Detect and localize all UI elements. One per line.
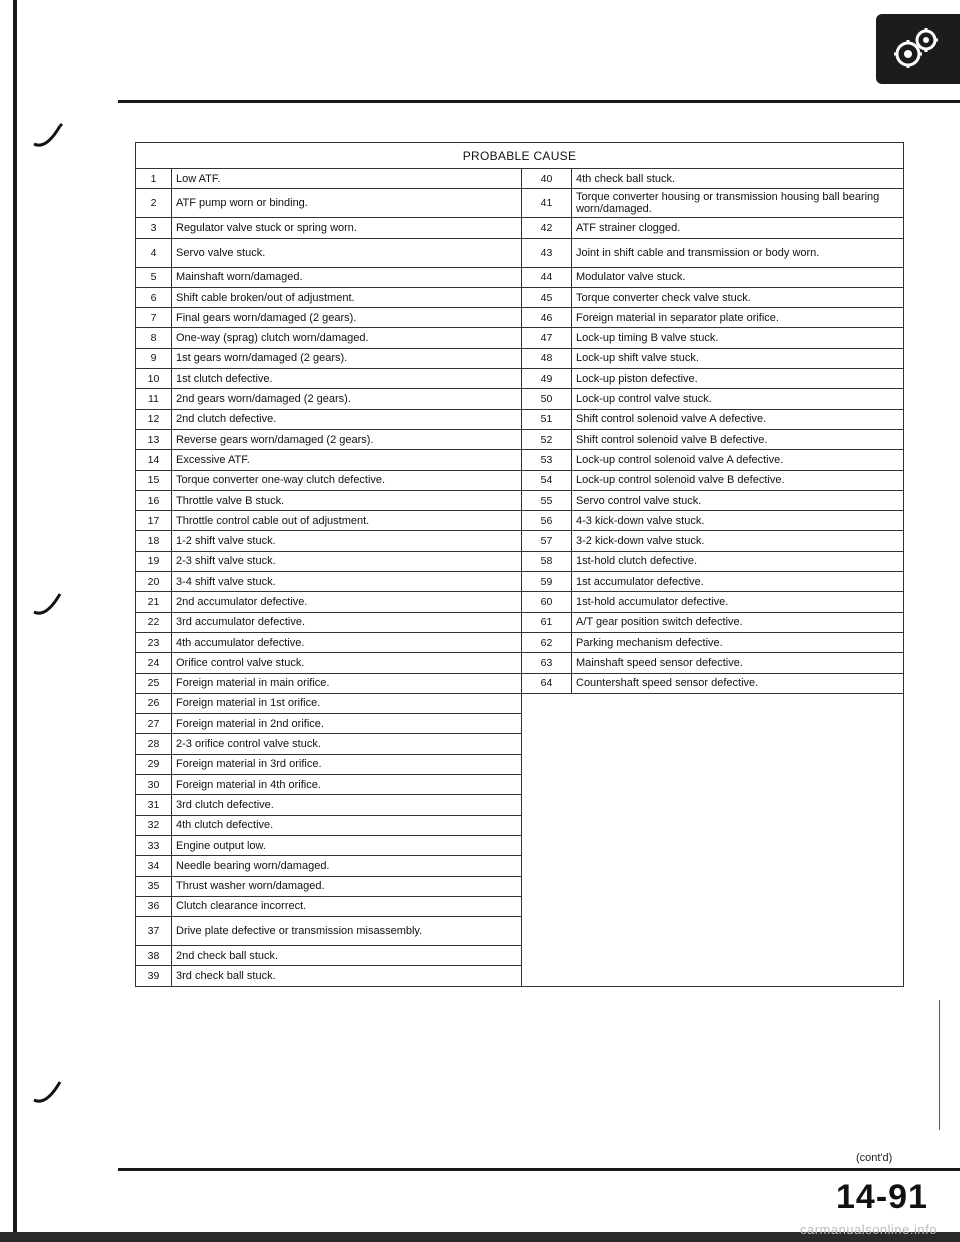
cause-number: 27 — [136, 714, 172, 734]
cause-number: 55 — [522, 490, 572, 510]
cause-description: Shift cable broken/out of adjustment. — [172, 287, 522, 307]
table-row — [136, 592, 904, 612]
cause-number: 50 — [522, 389, 572, 409]
cause-description: Foreign material in 3rd orifice. — [172, 754, 522, 774]
table-row — [136, 287, 904, 307]
cause-description: Drive plate defective or transmission misassembly. — [172, 917, 522, 946]
cause-number: 20 — [136, 572, 172, 592]
cause-number: 29 — [136, 754, 172, 774]
table-row — [136, 169, 904, 189]
left-margin-rule — [13, 0, 17, 1242]
cause-number: 59 — [522, 572, 572, 592]
cause-description: Mainshaft worn/damaged. — [172, 267, 522, 287]
cause-description: 3rd accumulator defective. — [172, 612, 522, 632]
table-row — [136, 632, 904, 652]
cause-number: 2 — [136, 189, 172, 218]
cause-number: 7 — [136, 308, 172, 328]
cause-number: 31 — [136, 795, 172, 815]
table-row — [136, 490, 904, 510]
cause-description: Shift control solenoid valve A defective. — [572, 409, 904, 429]
cause-description: 1-2 shift valve stuck. — [172, 531, 522, 551]
cause-number: 63 — [522, 653, 572, 673]
cause-number: 47 — [522, 328, 572, 348]
cause-description: 2nd check ball stuck. — [172, 946, 522, 966]
cause-description: Lock-up piston defective. — [572, 369, 904, 389]
cause-number: 49 — [522, 369, 572, 389]
cause-description: Foreign material in 2nd orifice. — [172, 714, 522, 734]
cause-description: Torque converter one-way clutch defective. — [172, 470, 522, 490]
table-row — [136, 238, 904, 267]
cause-number: 21 — [136, 592, 172, 612]
cause-description: 1st gears worn/damaged (2 gears). — [172, 348, 522, 368]
cause-number: 48 — [522, 348, 572, 368]
cause-number: 60 — [522, 592, 572, 612]
table-title: PROBABLE CAUSE — [136, 143, 904, 169]
cause-description: ATF pump worn or binding. — [172, 189, 522, 218]
cause-number: 9 — [136, 348, 172, 368]
cause-description: 3-4 shift valve stuck. — [172, 572, 522, 592]
cause-number: 8 — [136, 328, 172, 348]
empty-cell — [522, 693, 904, 986]
cause-number: 26 — [136, 693, 172, 713]
cause-number: 58 — [522, 551, 572, 571]
cause-number: 23 — [136, 632, 172, 652]
cause-description: 3-2 kick-down valve stuck. — [572, 531, 904, 551]
cause-description: Throttle control cable out of adjustment. — [172, 511, 522, 531]
cause-number: 32 — [136, 815, 172, 835]
table-row — [136, 653, 904, 673]
cause-description: Shift control solenoid valve B defective. — [572, 429, 904, 449]
cause-description: Joint in shift cable and transmission or body worn. — [572, 238, 904, 267]
cause-description: One-way (sprag) clutch worn/damaged. — [172, 328, 522, 348]
cause-description: Foreign material in 4th orifice. — [172, 775, 522, 795]
cause-number: 36 — [136, 896, 172, 916]
cause-description: Lock-up control valve stuck. — [572, 389, 904, 409]
cause-description: Modulator valve stuck. — [572, 267, 904, 287]
table-row — [136, 189, 904, 218]
cause-number: 53 — [522, 450, 572, 470]
cause-number: 22 — [136, 612, 172, 632]
cause-number: 3 — [136, 218, 172, 238]
cause-number: 19 — [136, 551, 172, 571]
cause-number: 14 — [136, 450, 172, 470]
cause-number: 52 — [522, 429, 572, 449]
table-row — [136, 328, 904, 348]
cause-description: 2nd clutch defective. — [172, 409, 522, 429]
cause-description: Thrust washer worn/damaged. — [172, 876, 522, 896]
cause-number: 4 — [136, 238, 172, 267]
cause-description: A/T gear position switch defective. — [572, 612, 904, 632]
cause-number: 44 — [522, 267, 572, 287]
cause-description: Final gears worn/damaged (2 gears). — [172, 308, 522, 328]
cause-description: Foreign material in separator plate orifice. — [572, 308, 904, 328]
cause-description: 3rd clutch defective. — [172, 795, 522, 815]
cause-number: 46 — [522, 308, 572, 328]
table-row — [136, 409, 904, 429]
cause-number: 56 — [522, 511, 572, 531]
table-row — [136, 531, 904, 551]
cause-number: 64 — [522, 673, 572, 693]
cause-number: 54 — [522, 470, 572, 490]
cause-description: Orifice control valve stuck. — [172, 653, 522, 673]
binding-tick-icon — [30, 1076, 70, 1106]
cause-number: 28 — [136, 734, 172, 754]
cause-description: 2-3 orifice control valve stuck. — [172, 734, 522, 754]
table-row — [136, 348, 904, 368]
cause-number: 25 — [136, 673, 172, 693]
cause-description: 4th check ball stuck. — [572, 169, 904, 189]
cause-number: 42 — [522, 218, 572, 238]
cause-number: 45 — [522, 287, 572, 307]
table-row — [136, 369, 904, 389]
cause-description: 3rd check ball stuck. — [172, 966, 522, 986]
cause-description: Lock-up control solenoid valve B defective. — [572, 470, 904, 490]
cause-description: Foreign material in main orifice. — [172, 673, 522, 693]
table-row — [136, 308, 904, 328]
cause-number: 10 — [136, 369, 172, 389]
cause-description: 2nd gears worn/damaged (2 gears). — [172, 389, 522, 409]
cause-description: ATF strainer clogged. — [572, 218, 904, 238]
cause-description: Torque converter check valve stuck. — [572, 287, 904, 307]
cause-description: Torque converter housing or transmission housing ball bearing worn/damaged. — [572, 189, 904, 218]
cause-description: Servo control valve stuck. — [572, 490, 904, 510]
cause-description: Foreign material in 1st orifice. — [172, 693, 522, 713]
cause-description: Low ATF. — [172, 169, 522, 189]
cause-number: 13 — [136, 429, 172, 449]
table-row — [136, 693, 904, 713]
cause-description: Reverse gears worn/damaged (2 gears). — [172, 429, 522, 449]
table-body — [136, 169, 904, 987]
cause-number: 37 — [136, 917, 172, 946]
cause-number: 12 — [136, 409, 172, 429]
cause-number: 62 — [522, 632, 572, 652]
cause-description: Clutch clearance incorrect. — [172, 896, 522, 916]
transmission-gears-icon — [876, 14, 960, 84]
cause-number: 41 — [522, 189, 572, 218]
cause-number: 16 — [136, 490, 172, 510]
binding-tick-icon — [30, 120, 70, 150]
cause-description: Engine output low. — [172, 835, 522, 855]
cause-number: 39 — [136, 966, 172, 986]
cause-number: 24 — [136, 653, 172, 673]
table-row — [136, 551, 904, 571]
cause-description: Throttle valve B stuck. — [172, 490, 522, 510]
cause-number: 61 — [522, 612, 572, 632]
cause-number: 35 — [136, 876, 172, 896]
watermark: carmanualsonline.info — [800, 1222, 937, 1237]
table-row — [136, 389, 904, 409]
cause-description: Parking mechanism defective. — [572, 632, 904, 652]
header-rule — [118, 100, 960, 103]
table-row — [136, 267, 904, 287]
binding-tick-icon — [30, 588, 70, 618]
table-row — [136, 673, 904, 693]
cause-number: 38 — [136, 946, 172, 966]
cause-description: Servo valve stuck. — [172, 238, 522, 267]
cause-number: 43 — [522, 238, 572, 267]
cause-number: 6 — [136, 287, 172, 307]
table-row — [136, 429, 904, 449]
table-row — [136, 612, 904, 632]
cause-description: Lock-up shift valve stuck. — [572, 348, 904, 368]
cause-number: 15 — [136, 470, 172, 490]
cause-number: 40 — [522, 169, 572, 189]
cause-number: 18 — [136, 531, 172, 551]
cause-description: 1st-hold clutch defective. — [572, 551, 904, 571]
cause-number: 51 — [522, 409, 572, 429]
cause-description: 1st-hold accumulator defective. — [572, 592, 904, 612]
table-row — [136, 470, 904, 490]
footer-rule — [118, 1168, 960, 1171]
cause-description: 1st accumulator defective. — [572, 572, 904, 592]
cause-description: Lock-up control solenoid valve A defective. — [572, 450, 904, 470]
cause-description: 2-3 shift valve stuck. — [172, 551, 522, 571]
cause-number: 30 — [136, 775, 172, 795]
cause-description: 4-3 kick-down valve stuck. — [572, 511, 904, 531]
table-row — [136, 572, 904, 592]
table-row — [136, 218, 904, 238]
probable-cause-table — [135, 142, 904, 987]
cause-number: 5 — [136, 267, 172, 287]
cause-description: Excessive ATF. — [172, 450, 522, 470]
table-row — [136, 511, 904, 531]
cause-number: 11 — [136, 389, 172, 409]
cause-description: 2nd accumulator defective. — [172, 592, 522, 612]
cause-description: Regulator valve stuck or spring worn. — [172, 218, 522, 238]
cause-number: 57 — [522, 531, 572, 551]
cause-description: 4th clutch defective. — [172, 815, 522, 835]
cause-description: Countershaft speed sensor defective. — [572, 673, 904, 693]
trim-line — [939, 1000, 940, 1130]
cause-description: Mainshaft speed sensor defective. — [572, 653, 904, 673]
cause-description: 1st clutch defective. — [172, 369, 522, 389]
table-row — [136, 450, 904, 470]
cause-number: 33 — [136, 835, 172, 855]
cause-description: Needle bearing worn/damaged. — [172, 856, 522, 876]
continued-note: (cont'd) — [856, 1152, 893, 1164]
cause-description: Lock-up timing B valve stuck. — [572, 328, 904, 348]
page-number: 14-91 — [836, 1178, 928, 1216]
cause-number: 1 — [136, 169, 172, 189]
cause-number: 17 — [136, 511, 172, 531]
cause-number: 34 — [136, 856, 172, 876]
cause-description: 4th accumulator defective. — [172, 632, 522, 652]
